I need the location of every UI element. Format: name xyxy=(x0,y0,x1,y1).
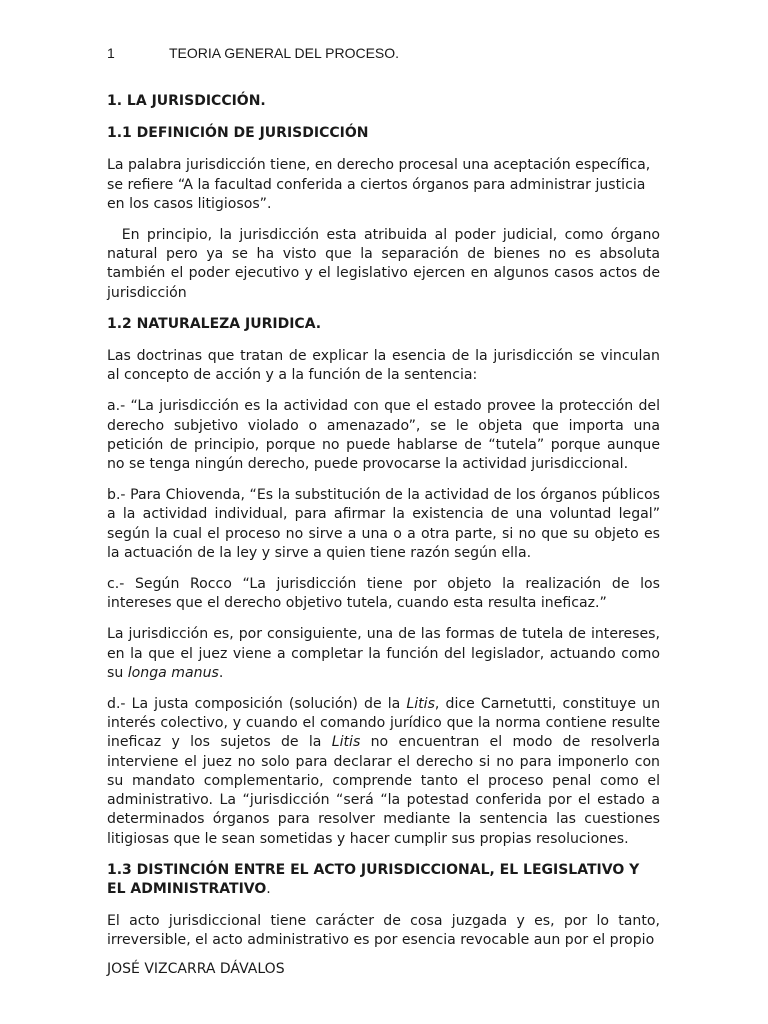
paragraph-tutela-italic: longa manus xyxy=(127,664,219,681)
heading-1-1: 1.1 DEFINICIÓN DE JURISDICCIÓN xyxy=(107,125,369,142)
paragraph-principle: En principio, la jurisdicción esta atribuida al poder judicial, como órgano natural pero ya se ha visto que la separación de bienes no es absoluta también el poder ejecutivo y el legislativo ejercen en algunos casos actos de jurisdicción xyxy=(107,227,660,301)
paragraph-b: b.- Para Chiovenda, “Es la substitución de la actividad de los órganos públicos a la actividad individual, para afirmar la existencia de una voluntad legal” según la cual el proceso no sirve a una o a otra parte, si no que su objeto es la actuación de la ley y sirve a quien tiene razón según ella. xyxy=(107,487,660,561)
paragraph-definition: La palabra jurisdicción tiene, en derecho procesal una aceptación específica, se refiere “A la facultad conferida a ciertos órganos para administrar justicia en los casos litigiosos”. xyxy=(107,157,651,212)
paragraph-d-text-2: , dice Carnetutti, constituye un interés colectivo, y cuando el comando jurídico que la norma contiene resulte ineficaz y los sujetos de la xyxy=(107,696,661,751)
page-footer-author: JOSÉ VIZCARRA DÁVALOS xyxy=(107,961,285,977)
page-header xyxy=(107,45,399,61)
document-title: TEORIA GENERAL DEL PROCESO. xyxy=(169,45,400,61)
heading-1-3-text: 1.3 DISTINCIÓN ENTRE EL ACTO JURISDICCIONAL, EL LEGISLATIVO Y EL ADMINISTRATIVO xyxy=(107,861,640,897)
paragraph-c: c.- Según Rocco “La jurisdicción tiene por objeto la realización de los intereses que el derecho objetivo tutela, cuando esta resulta ineficaz.” xyxy=(107,576,660,612)
heading-1-2: 1.2 NATURALEZA JURIDICA. xyxy=(107,315,322,332)
paragraph-tutela xyxy=(107,625,660,683)
heading-1: 1. LA JURISDICCIÓN. xyxy=(107,93,266,109)
paragraph-d xyxy=(107,695,660,849)
paragraph-acto: El acto jurisdiccional tiene carácter de cosa juzgada y es, por lo tanto, irreversible, el acto administrativo es por esencia revocable aun por el propio xyxy=(107,913,660,949)
paragraph-d-italic-2: Litis xyxy=(331,734,361,751)
paragraph-d-italic-1: Litis xyxy=(406,696,435,713)
paragraph-doctrines: Las doctrinas que tratan de explicar la esencia de la jurisdicción se vinculan al concepto de acción y a la función de la sentencia: xyxy=(107,348,660,384)
paragraph-d-text-1: d.- La justa composición (solución) de la xyxy=(107,696,407,713)
paragraph-tutela-end: . xyxy=(218,664,224,681)
paragraph-d-text-3: no encuentran el modo de resolverla interviene el juez no solo para declarar el derecho si no para imponerlo con su mandato complementario, comprende tanto el proceso penal como el administrativo. La “jurisdicción “será “la potestad conferida por el estado a determinados órganos para resolver mediante la sentencia las cuestiones litigiosas que le sean sometidas y hacer cumplir sus propias resoluciones. xyxy=(107,734,660,847)
heading-1-3 xyxy=(107,861,660,899)
paragraph-tutela-text: La jurisdicción es, por consiguiente, una de las formas de tutela de intereses, en la que el juez viene a completar la función del legislador, actuando como su xyxy=(107,626,660,681)
page-number: 1 xyxy=(107,45,115,61)
heading-1-3-period: . xyxy=(266,880,271,897)
paragraph-a: a.- “La jurisdicción es la actividad con que el estado provee la protección del derecho subjetivo violado o amenazado”, se le objeta que importa una petición de principio, porque no puede hablarse de “tutela” porque aunque no se tenga ningún derecho, puede provocarse la actividad jurisdiccional. xyxy=(107,398,660,473)
document-body xyxy=(107,92,660,963)
